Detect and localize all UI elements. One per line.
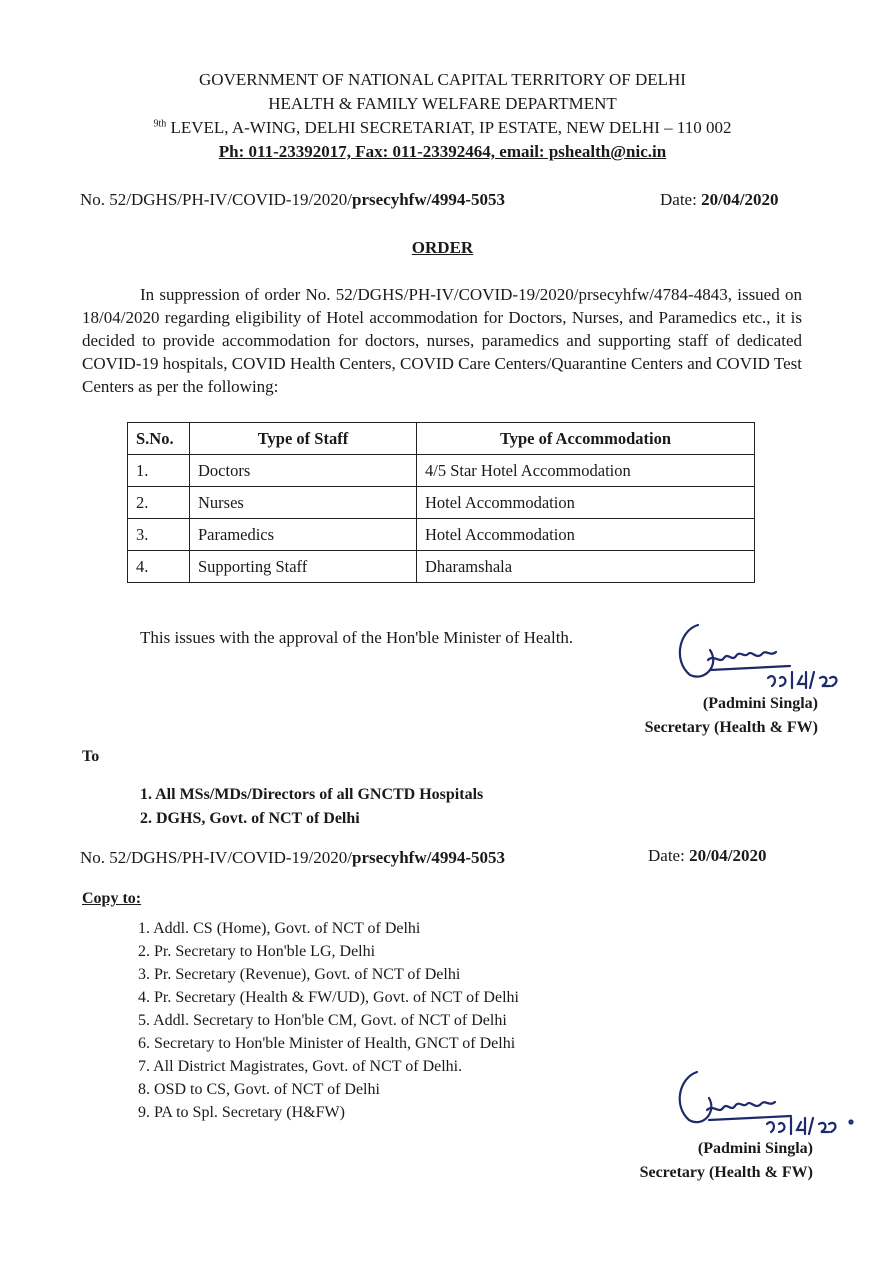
list-item: 4. Pr. Secretary (Health & FW/UD), Govt. of NCT of Delhi <box>138 989 519 1006</box>
list-item: 6. Secretary to Hon'ble Minister of Health, GNCT of Delhi <box>138 1035 516 1052</box>
cell-staff: Nurses <box>190 487 417 519</box>
cell-accommodation: Dharamshala <box>417 551 755 583</box>
header-dept: HEALTH & FAMILY WELFARE DEPARTMENT <box>268 94 617 113</box>
list-item: 1. Addl. CS (Home), Govt. of NCT of Delhi <box>138 920 421 937</box>
accommodation-table <box>127 422 755 583</box>
reference-suffix: prsecyhfw/4994-5053 <box>352 848 505 867</box>
table-row <box>128 519 755 551</box>
reference-number <box>80 190 505 210</box>
cell-accommodation: Hotel Accommodation <box>417 487 755 519</box>
header-address-level: 9th <box>153 118 167 130</box>
header-govt: GOVERNMENT OF NATIONAL CAPITAL TERRITORY OF DELHI <box>199 70 686 89</box>
reference-prefix: No. 52/DGHS/PH-IV/COVID-19/2020/ <box>80 190 352 209</box>
order-title: ORDER <box>411 238 474 257</box>
cell-sno: 2. <box>128 487 190 519</box>
cell-staff: Paramedics <box>190 519 417 551</box>
header-sno: S.No. <box>128 423 190 455</box>
copy-to-label: Copy to: <box>82 890 142 907</box>
list-item: 8. OSD to CS, Govt. of NCT of Delhi <box>138 1081 380 1098</box>
signatory-name: (Padmini Singla) <box>697 1140 813 1157</box>
header-address <box>0 118 885 138</box>
list-item: 5. Addl. Secretary to Hon'ble CM, Govt. of NCT of Delhi <box>138 1012 507 1029</box>
copy-list <box>138 920 519 1127</box>
table-row <box>128 487 755 519</box>
table-row <box>128 455 755 487</box>
reference-date-value: 20/04/2020 <box>701 190 779 209</box>
reference-number-copy <box>80 848 505 868</box>
list-item: 9. PA to Spl. Secretary (H&FW) <box>138 1104 345 1121</box>
reference-prefix: No. 52/DGHS/PH-IV/COVID-19/2020/ <box>80 848 352 867</box>
signatory-designation: Secretary (Health & FW) <box>639 1164 813 1181</box>
list-item: 2. Pr. Secretary to Hon'ble LG, Delhi <box>138 943 376 960</box>
header-contact: Ph: 011-23392017, Fax: 011-23392464, email: pshealth@nic.in <box>218 142 667 161</box>
recipient-item: 1. All MSs/MDs/Directors of all GNCTD Hospitals <box>140 786 484 803</box>
table-header-row <box>128 423 755 455</box>
signatory-designation: Secretary (Health & FW) <box>644 719 818 736</box>
reference-date-label: Date: <box>660 190 697 209</box>
table-row <box>128 551 755 583</box>
cell-sno: 3. <box>128 519 190 551</box>
to-label: To <box>82 748 100 765</box>
list-item: 7. All District Magistrates, Govt. of NCT of Delhi. <box>138 1058 463 1075</box>
cell-staff: Supporting Staff <box>190 551 417 583</box>
cell-sno: 4. <box>128 551 190 583</box>
recipient-item: 2. DGHS, Govt. of NCT of Delhi <box>140 810 360 827</box>
reference-date-value: 20/04/2020 <box>689 846 767 865</box>
header-address-text: LEVEL, A-WING, DELHI SECRETARIAT, IP ESTATE, NEW DELHI – 110 002 <box>170 118 732 137</box>
header-staff: Type of Staff <box>190 423 417 455</box>
header-accommodation: Type of Accommodation <box>417 423 755 455</box>
reference-date-label: Date: <box>648 846 685 865</box>
reference-date <box>660 190 779 210</box>
order-body: In suppression of order No. 52/DGHS/PH-IV/COVID-19/2020/prsecyhfw/4784-4843, issued on 18/04/2020 regarding eligibility of Hotel accommodation for Doctors, Nurses, and Paramedics etc., it is decided to provide accommodation for doctors, nurses, paramedics and supporting staff of dedicated COVID-19 hospitals, COVID Health Centers, COVID Care Centers/Quarantine Centers and COVID Test Centers as per the following: <box>82 285 802 396</box>
cell-staff: Doctors <box>190 455 417 487</box>
cell-accommodation: 4/5 Star Hotel Accommodation <box>417 455 755 487</box>
cell-sno: 1. <box>128 455 190 487</box>
reference-date-copy <box>648 846 767 866</box>
cell-accommodation: Hotel Accommodation <box>417 519 755 551</box>
approval-text: This issues with the approval of the Hon'ble Minister of Health. <box>140 628 574 647</box>
signature-image <box>655 1068 865 1148</box>
signatory-name: (Padmini Singla) <box>702 695 818 712</box>
reference-suffix: prsecyhfw/4994-5053 <box>352 190 505 209</box>
list-item: 3. Pr. Secretary (Revenue), Govt. of NCT of Delhi <box>138 966 461 983</box>
